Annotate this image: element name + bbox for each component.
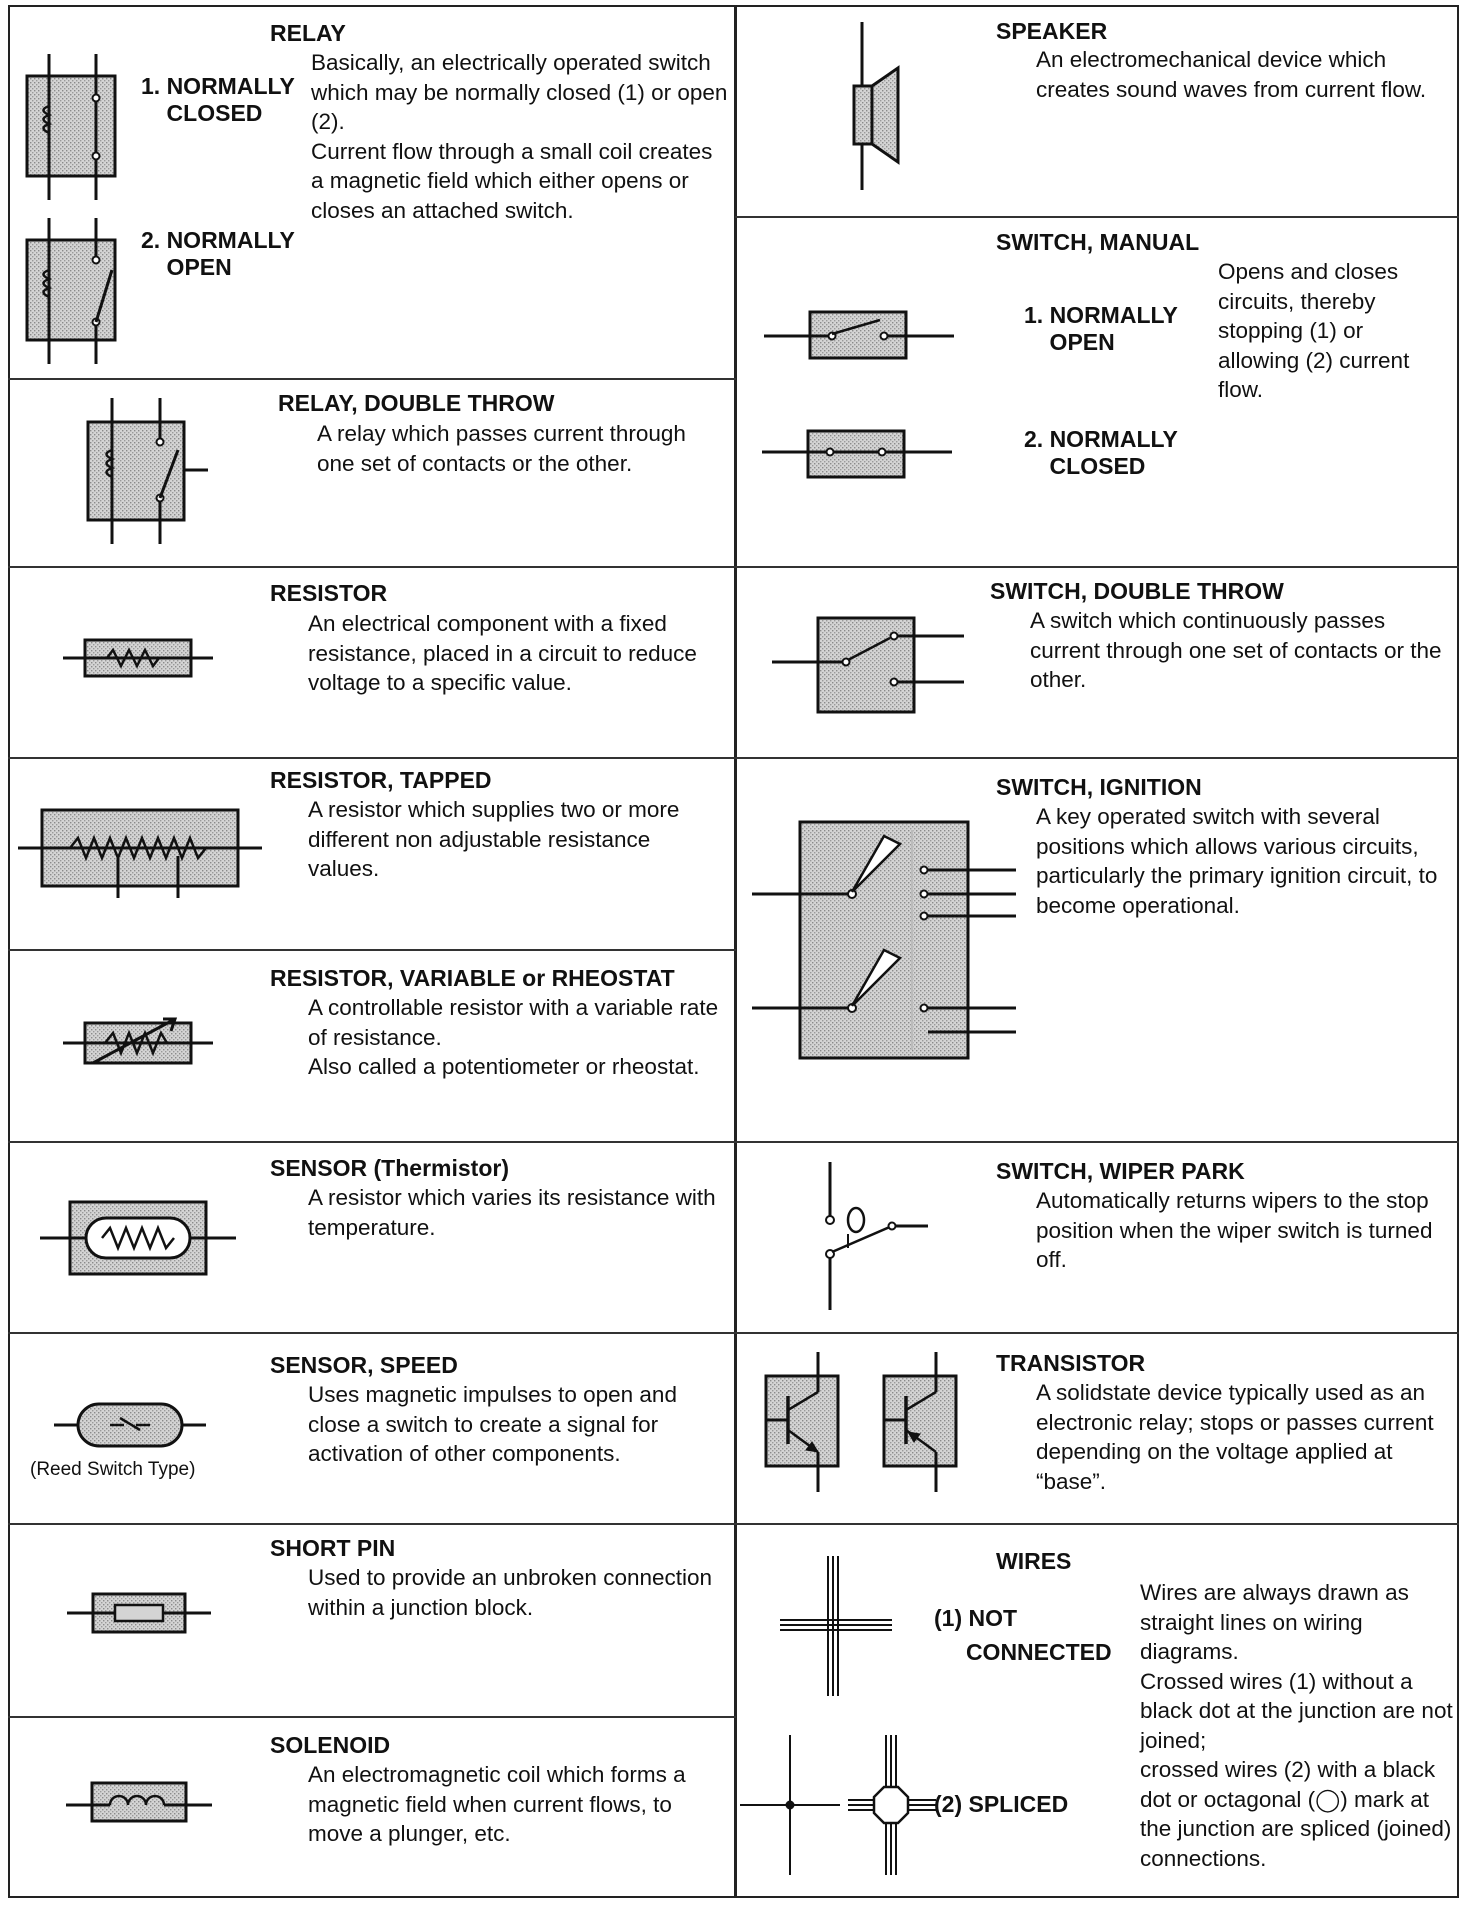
sensor-thermistor-description: A resistor which varies its resistance with temperature. xyxy=(308,1185,716,1240)
resistor-tapped-title: RESISTOR, TAPPED xyxy=(270,767,492,793)
switch-manual-title: SWITCH, MANUAL xyxy=(996,229,1200,255)
reed-switch-caption: (Reed Switch Type) xyxy=(30,1459,196,1480)
resistor-title: RESISTOR xyxy=(270,580,388,606)
short-pin-description: Used to provide an unbroken connection within a junction block. xyxy=(308,1565,713,1620)
relay-double-throw-icon xyxy=(82,398,212,544)
sensor-speed-description: Uses magnetic impulses to open and close a switch to create a signal for activation of other components. xyxy=(308,1382,677,1466)
relay-label-normally-open: 2. NORMALLY OPEN xyxy=(141,227,295,280)
row-divider xyxy=(8,1141,736,1143)
speaker-title: SPEAKER xyxy=(996,18,1108,44)
row-divider xyxy=(8,378,736,380)
sensor-thermistor-icon xyxy=(40,1198,236,1278)
switch-manual-label-normally-open: 1. NORMALLY OPEN xyxy=(1024,302,1178,355)
solenoid-title: SOLENOID xyxy=(270,1732,391,1758)
switch-wiper-park-title: SWITCH, WIPER PARK xyxy=(996,1158,1245,1184)
row-divider xyxy=(8,949,736,951)
wires-description: Wires are always drawn as straight lines on wiring diagrams. Crossed wires (1) without a black dot at the junction are not joined; crossed wires (2) with a black dot or octagonal (◯) mark at the junction are spliced (joined) connections. xyxy=(1140,1580,1453,1871)
ignition-switch-icon xyxy=(752,822,1016,1060)
relay-description: Basically, an electrically operated switch which may be normally closed (1) or open (2). Current flow through a small coil creates a magnetic field which either opens or closes an attached switch. xyxy=(311,50,728,223)
short-pin-icon xyxy=(67,1588,211,1638)
switch-manual-label-normally-closed: 2. NORMALLY CLOSED xyxy=(1024,426,1178,479)
row-divider xyxy=(735,566,1459,568)
switch-ignition-description: A key operated switch with several positions which allows various circuits, particularly the primary ignition circuit, to become operational. xyxy=(1036,804,1438,918)
sensor-speed-title: SENSOR, SPEED xyxy=(270,1352,458,1378)
wires-spliced-icon xyxy=(740,1735,940,1875)
wires-not-connected-icon xyxy=(780,1556,892,1696)
switch-double-throw-title: SWITCH, DOUBLE THROW xyxy=(990,578,1284,604)
row-divider xyxy=(735,1523,1459,1525)
relay-double-throw-description: A relay which passes current through one set of contacts or the other. xyxy=(317,421,686,476)
solenoid-icon xyxy=(66,1777,212,1827)
relay-normally-open-icon xyxy=(22,218,122,364)
relay-normally-closed-icon xyxy=(22,54,122,200)
row-divider xyxy=(8,757,736,759)
reed-switch-icon xyxy=(54,1400,206,1450)
wiper-park-switch-icon xyxy=(808,1162,928,1310)
switch-normally-closed-icon xyxy=(762,427,952,479)
resistor-icon xyxy=(63,634,213,684)
resistor-description: An electrical component with a fixed resistance, placed in a circuit to reduce voltage to a specific value. xyxy=(308,611,697,695)
wires-title: WIRES xyxy=(996,1548,1072,1574)
resistor-tapped-icon xyxy=(18,806,262,898)
switch-double-throw-icon xyxy=(772,614,964,714)
wires-label-spliced: (2) SPLICED xyxy=(934,1791,1069,1817)
row-divider xyxy=(735,1332,1459,1334)
transistor-npn-icon xyxy=(762,1352,842,1492)
resistor-variable-title: RESISTOR, VARIABLE or RHEOSTAT xyxy=(270,965,675,991)
transistor-title: TRANSISTOR xyxy=(996,1350,1146,1376)
relay-double-throw-title: RELAY, DOUBLE THROW xyxy=(278,390,555,416)
row-divider xyxy=(735,216,1459,218)
row-divider xyxy=(735,1141,1459,1143)
switch-wiper-park-description: Automatically returns wipers to the stop position when the wiper switch is turned off. xyxy=(1036,1188,1433,1272)
wires-label-not-connected: (1) NOT CONNECTED xyxy=(934,1605,1112,1665)
switch-manual-description: Opens and closes circuits, thereby stopping (1) or allowing (2) current flow. xyxy=(1218,259,1410,402)
row-divider xyxy=(8,1523,736,1525)
row-divider xyxy=(8,1716,736,1718)
relay-label-normally-closed: 1. NORMALLY CLOSED xyxy=(141,73,295,126)
switch-double-throw-description: A switch which continuously passes current through one set of contacts or the other. xyxy=(1030,608,1442,692)
solenoid-description: An electromagnetic coil which forms a magnetic field when current flows, to move a plunger, etc. xyxy=(308,1762,686,1846)
resistor-variable-icon xyxy=(63,1013,213,1075)
switch-normally-open-icon xyxy=(764,306,954,362)
speaker-icon xyxy=(838,22,918,190)
row-divider xyxy=(8,566,736,568)
row-divider xyxy=(735,757,1459,759)
switch-ignition-title: SWITCH, IGNITION xyxy=(996,774,1202,800)
column-divider xyxy=(734,5,737,1898)
resistor-tapped-description: A resistor which supplies two or more different non adjustable resistance values. xyxy=(308,797,680,881)
speaker-description: An electromechanical device which creates sound waves from current flow. xyxy=(1036,47,1427,102)
short-pin-title: SHORT PIN xyxy=(270,1535,396,1561)
resistor-variable-description: A controllable resistor with a variable rate of resistance. Also called a potentiometer or rheostat. xyxy=(308,995,719,1079)
relay-title: RELAY xyxy=(270,20,346,46)
transistor-description: A solidstate device typically used as an electronic relay; stops or passes current depending on the voltage applied at “base”. xyxy=(1036,1380,1434,1494)
row-divider xyxy=(8,1332,736,1334)
sensor-thermistor-title: SENSOR (Thermistor) xyxy=(270,1155,509,1181)
transistor-pnp-icon xyxy=(880,1352,960,1492)
